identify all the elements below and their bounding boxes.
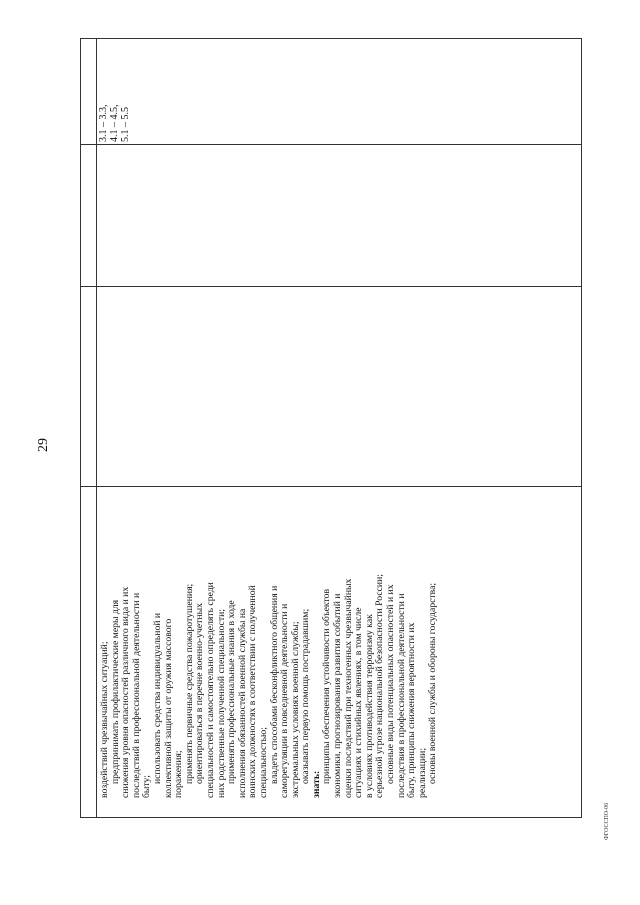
content-line: в условиях противодействия терроризму как <box>363 614 375 798</box>
content-line: предпринимать профилактические меры для <box>109 599 121 784</box>
knowledge-skills-cell <box>100 28 560 798</box>
content-line: оказывать первую помощь пострадавшим; <box>300 608 312 784</box>
content-line: основные виды потенциальных опасностей и их <box>385 584 397 784</box>
content-line: последствий в профессиональной деятельности и <box>130 592 142 798</box>
content-line: серьезной угрозе национальной безопасности России; <box>374 574 386 798</box>
content-line: снижения уровня опасностей различного вида и их <box>120 586 132 798</box>
competency-code-line: 5.1 – 5.5 <box>120 107 131 142</box>
content-line: воинских должностях в соответствии с полученной <box>247 585 259 798</box>
content-line: быту, принципы снижения вероятности их <box>406 622 418 798</box>
content-line: коллективной защиты от оружия массового <box>162 618 174 798</box>
content-line: применять профессиональные знания в ходе <box>226 600 238 784</box>
content-line: специальностью; <box>257 727 269 798</box>
content-line: основы военной службы и обороны государства; <box>427 582 439 784</box>
content-line: реализации; <box>416 747 428 798</box>
content-line: воздействий чрезвычайных ситуаций; <box>99 641 110 798</box>
content-line: исполнения обязанностей военной службы на <box>236 608 248 798</box>
content-line: принципы обеспечения устойчивости объектов <box>321 588 333 784</box>
content-line: ситуациях и стихийных явлениях, в том числе <box>353 607 365 798</box>
page-number: 29 <box>36 438 51 452</box>
content-line: оценки последствий при техногенных чрезвычайных <box>342 578 354 798</box>
content-line: владеть способами бесконфликтного общения и <box>268 585 280 784</box>
content-line: специальностей и самостоятельно определять среди <box>204 582 216 798</box>
document-code-footer: ФГОССПО-06 <box>604 802 610 840</box>
table-column-divider <box>96 38 97 817</box>
content-line: быту; <box>141 775 153 798</box>
content-line: саморегуляции в повседневной деятельности и <box>279 603 291 798</box>
content-line: знать: <box>310 770 322 798</box>
content-line: использовать средства индивидуальной и <box>151 612 163 784</box>
content-line: экономики, прогнозирования развития событий и <box>332 593 344 798</box>
content-text <box>100 28 439 798</box>
content-line: последствия в профессиональной деятельности и <box>395 593 407 798</box>
content-line: поражения; <box>173 750 185 798</box>
competency-code-line: 3.1 – 3.3, <box>98 104 109 142</box>
content-line: ориентироваться в перечне военно-учетных <box>194 603 206 784</box>
content-line: экстремальных условиях военной службы; <box>289 621 301 798</box>
content-line: них родственные полученной специальности; <box>215 609 227 798</box>
competency-code-line: 4.1 – 4.5, <box>109 104 120 142</box>
content-line: применять первичные средства пожаротушения; <box>183 583 195 784</box>
